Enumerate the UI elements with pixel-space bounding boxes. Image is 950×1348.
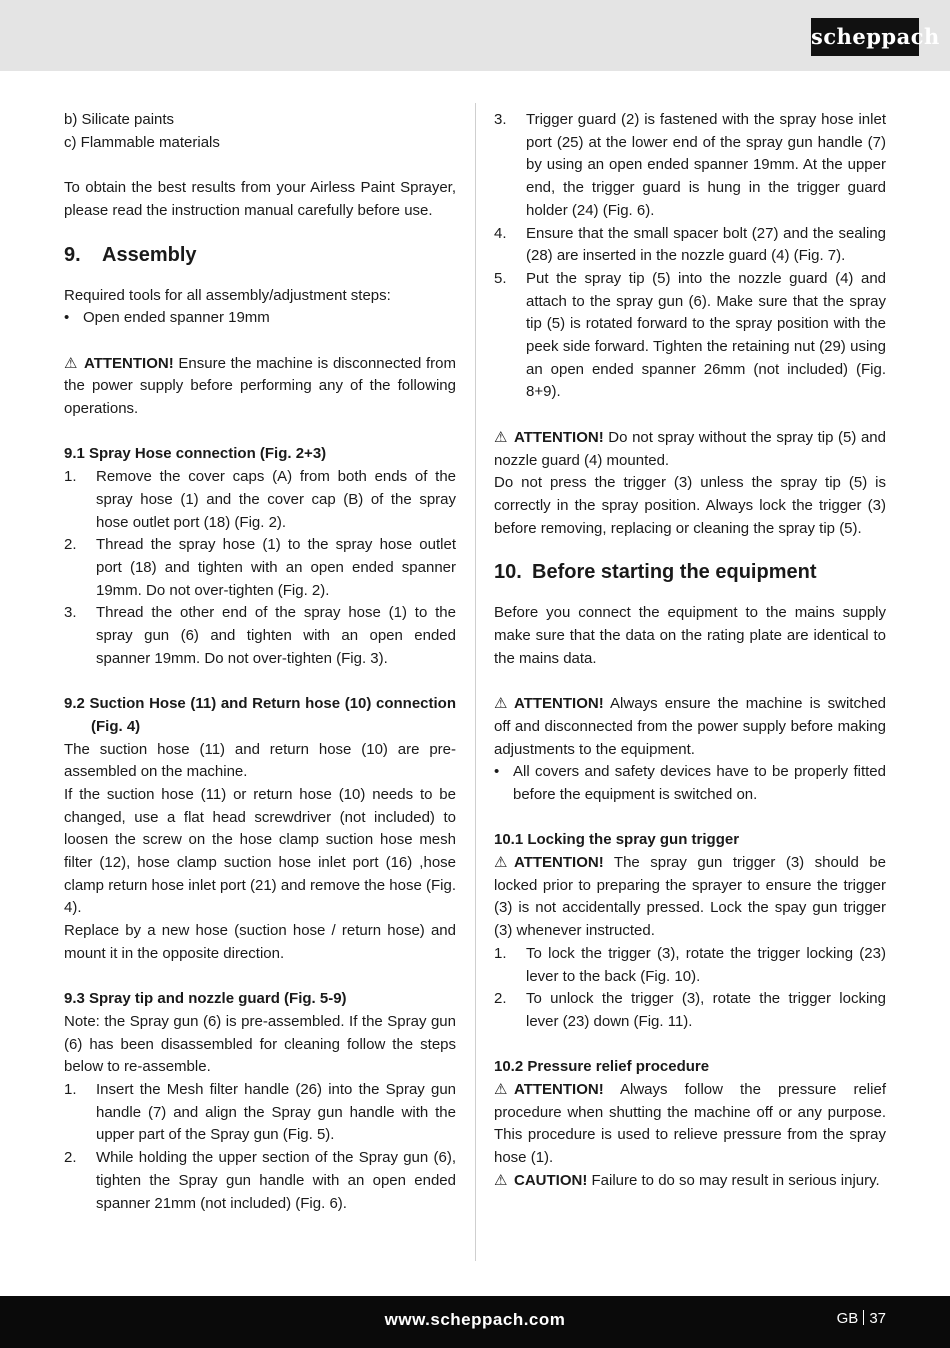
attention-notice: ⚠ ATTENTION! Do not spray without the spray tip (5) and nozzle guard (4) mounted. <box>494 428 886 469</box>
attention-notice: ⚠ ATTENTION! Always follow the pressure relief procedure when shutting the machine off or any purpose. This procedure is used to relieve pressure from the spray hose (1). <box>494 1081 886 1167</box>
list-10-1 <box>494 943 886 1034</box>
subsection-title-10-2: 10.2 Pressure relief procedure <box>494 1058 710 1076</box>
list-item: 2. Thread the spray hose (1) to the spray hose outlet port (18) and tighten with an open ended spanner 19mm. Do not over-tighten (Fig. 2). <box>64 536 456 599</box>
footer-bar <box>0 1296 950 1348</box>
paragraph-9-2-b: If the suction hose (11) or return hose (10) needs to be changed, use a flat head screwdriver (not included) to loosen the screw on the hose clamp suction hose mesh filter (12), hose clamp suction hose inlet port (16) ,hose clamp return hose inlet port (21) and remove the hose (Fig. 4). <box>64 785 456 917</box>
header-bar <box>0 0 950 71</box>
warning-triangle-icon: ⚠ <box>494 854 508 872</box>
section-heading-assembly <box>64 241 456 269</box>
list-item: 3. Trigger guard (2) is fastened with the spray hose inlet port (25) at the lower end of the spray gun handle (7) by using an open ended spanner 19mm. At the upper end, the trigger guard is hung in the trigger guard holder (24) (Fig. 6). <box>494 111 886 219</box>
warning-triangle-icon: ⚠ <box>494 428 508 446</box>
section-heading-before-starting: 10. Before starting the equipment <box>494 561 817 584</box>
trigger-warning-paragraph: Do not press the trigger (3) unless the spray tip (5) is correctly in the spray position. Always lock the trigger (3) before removing, replacing or cleaning the spray tip (5). <box>494 474 886 537</box>
tools-list-item: • Open ended spanner 19mm <box>64 307 456 330</box>
brand-logo: scheppach <box>811 18 919 56</box>
separator <box>863 1310 864 1325</box>
section-number: 9. <box>64 243 81 266</box>
list-item: 5. Put the spray tip (5) into the nozzle guard (4) and attach to the spray gun (6). Make sure that the spray tip (5) is rotated forward to the spray position with the peek side forward. Tighten the retaining nut (29) using an open ended spanner 26mm (not included) (Fig. 8+9). <box>494 269 886 401</box>
paragraph-9-2-c: Replace by a new hose (suction hose / return hose) and mount it in the opposite direction. <box>64 922 456 962</box>
list-item: 4. Ensure that the small spacer bolt (27) and the sealing (28) are inserted in the nozzle guard (4) (Fig. 7). <box>494 224 886 265</box>
column-divider <box>475 103 476 1261</box>
paint-item-c: c) Flammable materials <box>64 133 220 151</box>
section-title: Assembly <box>102 243 197 266</box>
list-9-1 <box>64 466 456 670</box>
warning-triangle-icon: ⚠ <box>494 1081 508 1099</box>
list-item: 1. To lock the trigger (3), rotate the trigger locking (23) lever to the back (Fig. 10). <box>494 944 886 985</box>
page-number: 37 <box>869 1310 886 1327</box>
attention-notice: ⚠ ATTENTION! Always ensure the machine is switched off and disconnected from the power supply before making adjustments to the equipment. <box>494 695 886 758</box>
list-item: 2. To unlock the trigger (3), rotate the trigger locking lever (23) down (Fig. 11). <box>494 990 886 1030</box>
intro-paragraph: To obtain the best results from your Airless Paint Sprayer, please read the instruction manual carefully before use. <box>64 179 456 219</box>
list-item: 2. While holding the upper section of the Spray gun (6), tighten the Spray gun handle with an open ended spanner 21mm (not included) (Fig. 6). <box>64 1149 456 1212</box>
paint-item-b: b) Silicate paints <box>64 111 175 128</box>
paragraph-9-2-a: The suction hose (11) and return hose (10) are pre-assembled on the machine. <box>64 740 456 781</box>
attention-notice: ⚠ ATTENTION! The spray gun trigger (3) should be locked prior to preparing the sprayer to ensure the trigger (3) is not accidentally pressed. Lock the spay gun trigger (3) whenever instructed. <box>494 854 886 940</box>
list-9-3-continued <box>494 109 886 404</box>
list-item: 3. Thread the other end of the spray hose (1) to the spray gun (6) and tighten with an open ended spanner 19mm. Do not over-tighten (Fig. 3). <box>64 604 456 667</box>
subsection-title-9-1: 9.1 Spray Hose connection (Fig. 2+3) <box>64 445 327 463</box>
left-column <box>64 109 456 1215</box>
page-indicator <box>837 1310 886 1327</box>
language-code: GB <box>836 1310 859 1327</box>
subsection-title-9-3: 9.3 Spray tip and nozzle guard (Fig. 5-9) <box>64 990 347 1008</box>
list-item: 1. Insert the Mesh filter handle (26) into the Spray gun handle (7) and align the Spray gun handle with the upper part of the Spray gun (Fig. 5). <box>64 1081 456 1144</box>
list-9-3 <box>64 1079 456 1215</box>
warning-triangle-icon: ⚠ <box>494 695 508 713</box>
footer-website: www.scheppach.com <box>384 1310 566 1329</box>
caution-notice: ⚠ CAUTION! Failure to do so may result in serious injury. <box>494 1170 886 1193</box>
warning-triangle-icon: ⚠ <box>64 354 78 372</box>
right-column <box>494 109 886 1193</box>
subsection-title-9-2: 9.2 Suction Hose (11) and Return hose (10) connection (Fig. 4) <box>64 695 456 735</box>
attention-notice: ⚠ ATTENTION! Ensure the machine is disconnected from the power supply before performing any of the following operations. <box>64 354 456 417</box>
covers-bullet-item: • All covers and safety devices have to be properly fitted before the equipment is switched on. <box>494 761 886 806</box>
list-item: 1. Remove the cover caps (A) from both ends of the spray hose (1) and the cover cap (B) of the spray hose outlet port (18) (Fig. 2). <box>64 468 456 531</box>
warning-triangle-icon: ⚠ <box>494 1171 508 1189</box>
note-9-3: Note: the Spray gun (6) is pre-assembled. If the Spray gun (6) has been disassembled for cleaning follow the steps below to re-assemble. <box>64 1012 456 1076</box>
bullet-dot: • <box>494 763 500 781</box>
tools-intro: Required tools for all assembly/adjustment steps: <box>64 286 391 304</box>
bullet-dot: • <box>64 309 70 327</box>
subsection-title-10-1: 10.1 Locking the spray gun trigger <box>494 831 740 849</box>
mains-paragraph: Before you connect the equipment to the mains supply make sure that the data on the rating plate are identical to the mains data. <box>494 604 886 667</box>
